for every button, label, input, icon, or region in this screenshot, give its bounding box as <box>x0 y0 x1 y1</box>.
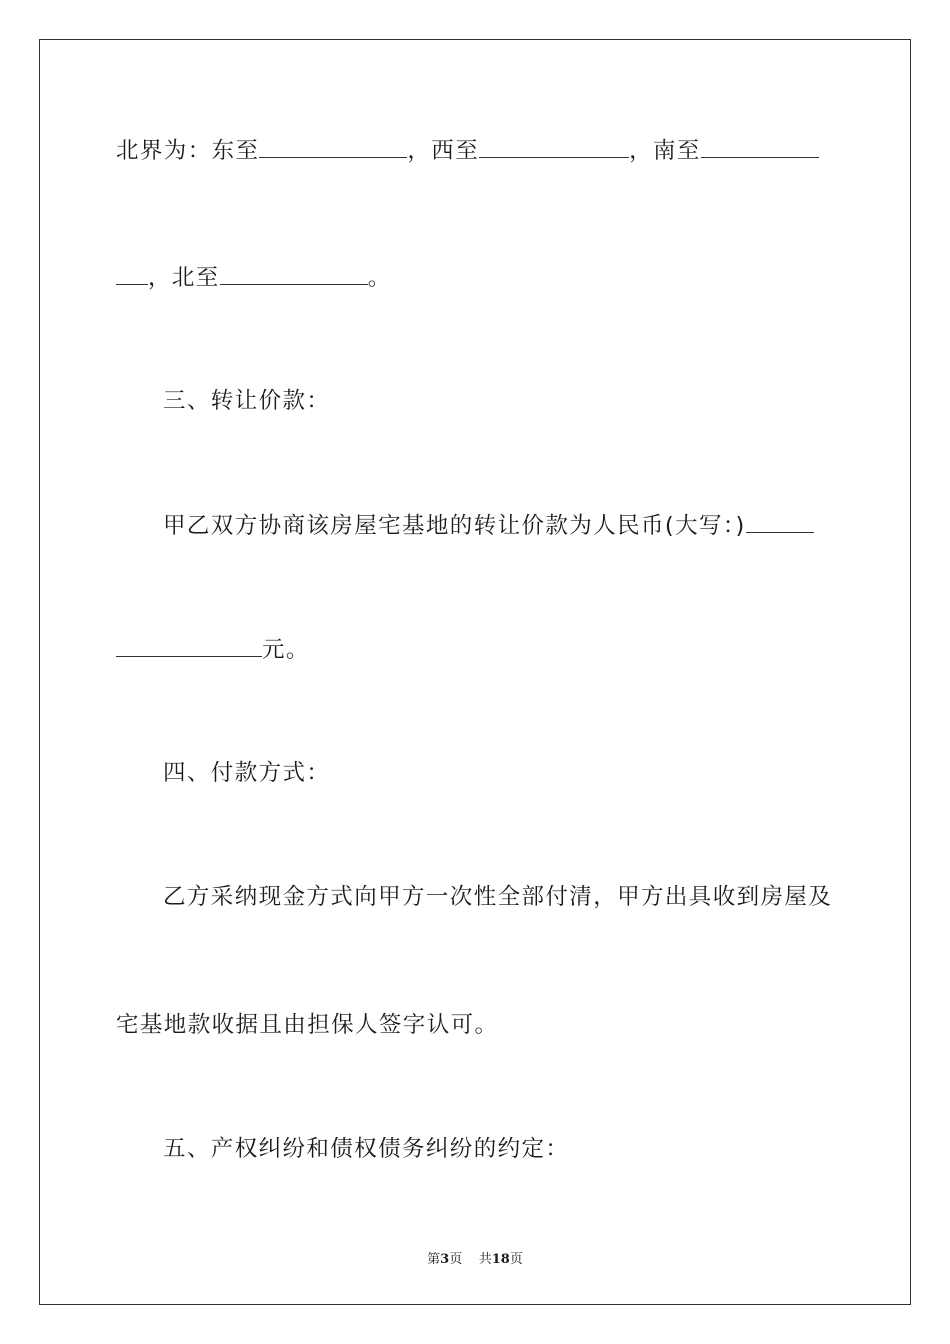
boundary-north-east-label: 北界为：东至 <box>116 138 260 164</box>
west-blank[interactable] <box>479 135 629 158</box>
south-blank-continued[interactable] <box>116 262 148 285</box>
south-blank[interactable] <box>701 135 819 158</box>
boundary-period: 。 <box>367 265 392 291</box>
price-text: 甲乙双方协商该房屋宅基地的转让价款为人民币(大写：) <box>163 513 746 539</box>
boundary-line-1 <box>116 135 819 166</box>
boundary-line-2 <box>116 262 392 293</box>
section4-paragraph-line1: 乙方采纳现金方式向甲方一次性全部付清，甲方出具收到房屋及 <box>163 884 833 910</box>
section3-heading: 三、转让价款： <box>163 388 331 414</box>
section3-paragraph-end <box>116 634 310 665</box>
north-label: ，北至 <box>148 265 220 291</box>
west-label: ，西至 <box>407 138 480 164</box>
footer-page-number: 3 <box>440 1252 450 1267</box>
footer-total-pages: 18 <box>491 1252 510 1267</box>
page-footer <box>0 1248 950 1267</box>
east-blank[interactable] <box>259 135 407 158</box>
south-label: ，南至 <box>629 138 701 164</box>
price-unit: 元。 <box>262 637 310 663</box>
section4-heading: 四、付款方式： <box>163 760 331 786</box>
footer-page-suffix: 页 <box>449 1252 463 1267</box>
price-words-blank[interactable] <box>746 510 814 533</box>
footer-total-prefix: 共 <box>478 1252 492 1267</box>
price-amount-blank[interactable] <box>116 634 262 657</box>
section3-paragraph <box>163 510 814 541</box>
footer-total-suffix: 页 <box>509 1252 523 1267</box>
north-blank[interactable] <box>220 262 368 285</box>
footer-page-prefix: 第 <box>427 1252 441 1267</box>
section5-heading: 五、产权纠纷和债权债务纠纷的约定： <box>163 1136 570 1162</box>
section4-paragraph-line2: 宅基地款收据且由担保人签字认可。 <box>116 1012 499 1038</box>
page-border <box>39 39 911 1305</box>
